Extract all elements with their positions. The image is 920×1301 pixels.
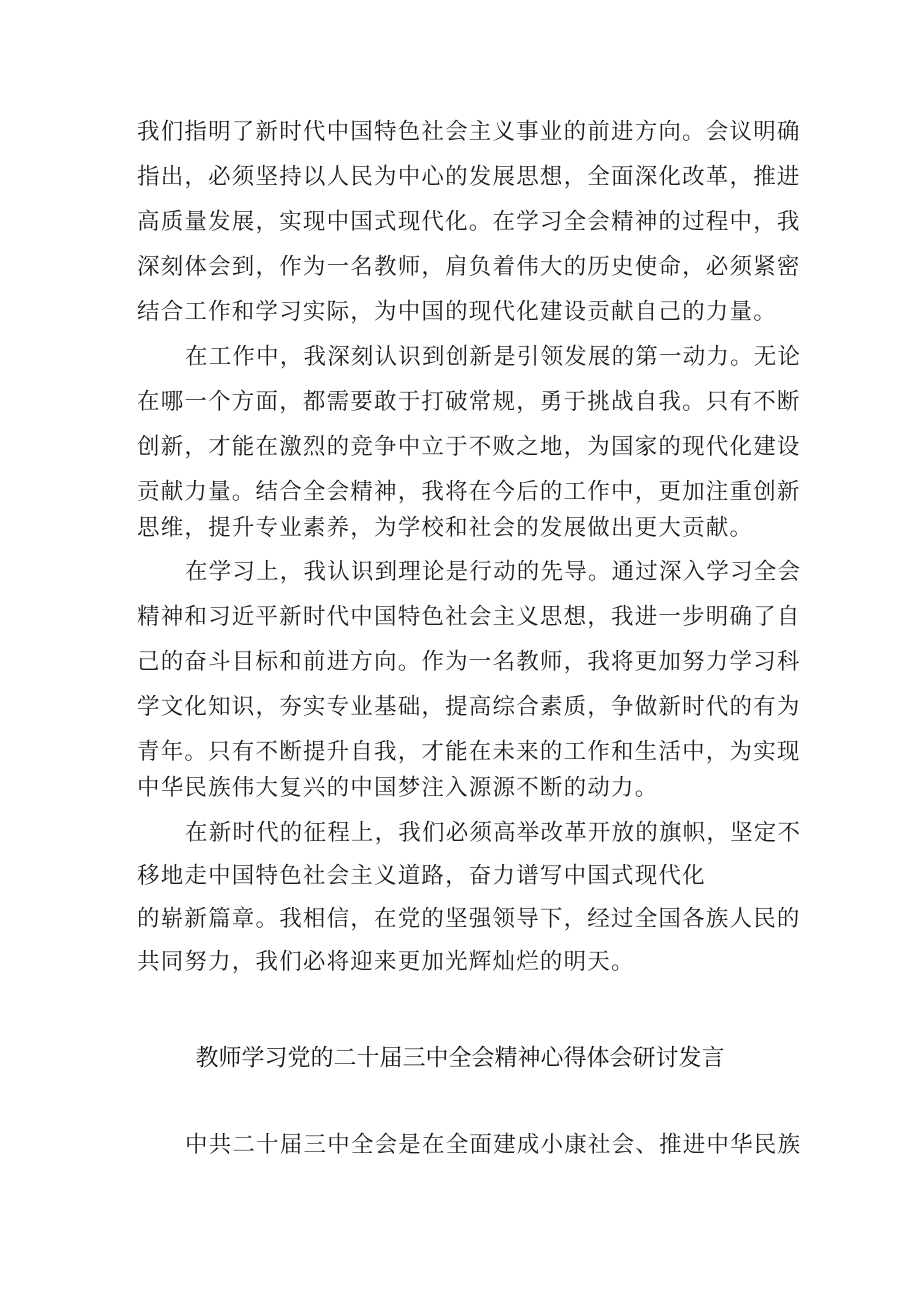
paragraph-2-line-1: 在工作中，我深刻认识到创新是引领发展的第一动力。无论: [185, 344, 802, 370]
paragraph-1-line-5: 结合工作和学习实际，为中国的现代化建设贡献自己的力量。: [137, 299, 777, 325]
paragraph-2-line-2: 在哪一个方面，都需要敢于打破常规，勇于挑战自我。只有不断: [137, 389, 801, 415]
paragraph-4-line-3: 的崭新篇章。我相信，在党的坚强领导下，经过全国各族人民的: [137, 906, 801, 932]
paragraph-3-line-3: 己的奋斗目标和前进方向。作为一名教师，我将更加努力学习科: [137, 649, 801, 675]
paragraph-3-line-1: 在学习上，我认识到理论是行动的先导。通过深入学习全会: [185, 559, 802, 585]
paragraph-1-line-4: 深刻体会到，作为一名教师，肩负着伟大的历史使命，必须紧密: [137, 254, 801, 280]
paragraph-5-line-1: 中共二十届三中全会是在全面建成小康社会、推进中华民族: [185, 1132, 802, 1158]
paragraph-1-line-3: 高质量发展，实现中国式现代化。在学习全会精神的过程中，我: [137, 209, 801, 235]
section-heading: 教师学习党的二十届三中全会精神心得体会研讨发言: [195, 1045, 725, 1071]
paragraph-1-line-1: 我们指明了新时代中国特色社会主义事业的前进方向。会议明确: [137, 119, 801, 145]
paragraph-4-line-2: 移地走中国特色社会主义道路，奋力谱写中国式现代化: [137, 863, 706, 889]
paragraph-3-line-4: 学文化知识，夯实专业基础，提高综合素质，争做新时代的有为: [137, 694, 801, 720]
paragraph-3-line-5: 青年。只有不断提升自我，才能在未来的工作和生活中，为实现: [137, 739, 801, 765]
paragraph-2-line-4: 贡献力量。结合全会精神，我将在今后的工作中，更加注重创新: [137, 479, 801, 505]
paragraph-4-line-1: 在新时代的征程上，我们必须高举改革开放的旗帜，坚定不: [185, 820, 802, 846]
paragraph-4-line-4: 共同努力，我们必将迎来更加光辉灿烂的明天。: [137, 949, 635, 975]
paragraph-3-line-6: 中华民族伟大复兴的中国梦注入源源不断的动力。: [137, 775, 659, 801]
paragraph-2-line-3: 创新，才能在激烈的竞争中立于不败之地，为国家的现代化建设: [137, 434, 801, 460]
paragraph-1-line-2: 指出，必须坚持以人民为中心的发展思想，全面深化改革，推进: [137, 164, 801, 190]
paragraph-3-line-2: 精神和习近平新时代中国特色社会主义思想，我进一步明确了自: [137, 604, 801, 630]
paragraph-2-line-5: 思维，提升专业素养，为学校和社会的发展做出更大贡献。: [137, 515, 754, 541]
